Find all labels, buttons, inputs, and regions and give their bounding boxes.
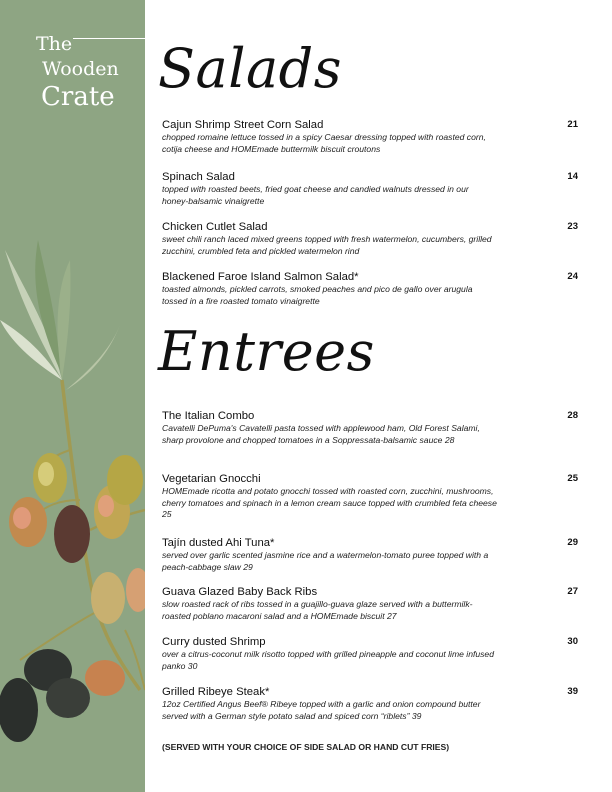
menu-item-name: Tajín dusted Ahi Tuna*: [162, 537, 275, 549]
menu-item: [162, 410, 578, 446]
menu-item-name: Vegetarian Gnocchi: [162, 473, 261, 485]
menu-item-price: 21: [567, 119, 578, 130]
menu-item-description: chopped romaine lettuce tossed in a spicy Caesar dressing topped with roasted corn, cotija cheese and HOMEmade buttermilk biscuit croutons: [162, 132, 486, 154]
logo-line-2: Wooden: [42, 58, 119, 80]
menu-item-name: Grilled Ribeye Steak*: [162, 686, 270, 698]
menu-item-description: served over garlic scented jasmine rice and a watermelon-tomato puree topped with a peach-cabbage slaw 29: [162, 550, 489, 572]
menu-item: [162, 586, 578, 622]
menu-item-price: 25: [567, 473, 578, 484]
menu-item-description: slow roasted rack of ribs tossed in a guajillo-guava glaze served with a buttermilk-roasted poblano macaroni salad and a HOMEmade biscuit 27: [162, 599, 473, 621]
menu-item-description: 12oz Certified Angus Beef® Ribeye topped with a garlic and onion compound butter served with a German style potato salad and spiced corn “riblets” 39: [162, 699, 481, 721]
brand-logo: [36, 33, 126, 113]
menu-item-price: 29: [567, 537, 578, 548]
menu-item-price: 39: [567, 686, 578, 697]
menu-item: [162, 119, 578, 155]
menu-item-price: 27: [567, 586, 578, 597]
menu-item: [162, 271, 578, 307]
olive-branch-illustration: [0, 230, 145, 750]
menu-item: [162, 537, 578, 573]
menu-item-description: Cavatelli DePuma's Cavatelli pasta tossed with applewood ham, Old Forest Salami, sharp provolone and chopped tomatoes in a Soppressata-balsamic sauce 28: [162, 423, 480, 445]
menu-item-description: HOMEmade ricotta and potato gnocchi tossed with roasted corn, zucchini, mushrooms, cherry tomatoes and spinach in a lemon cream sauce topped with crumbled feta cheese 25: [162, 486, 497, 519]
logo-line-1: The: [36, 33, 73, 55]
menu-item-price: 14: [567, 171, 578, 182]
sidebar-panel: [0, 0, 145, 792]
menu-item-description: topped with roasted beets, fried goat cheese and candied walnuts dressed in our honey-balsamic vinaigrette: [162, 184, 469, 206]
menu-item: [162, 686, 578, 722]
menu-item-price: 23: [567, 221, 578, 232]
section-title-salads: Salads: [158, 37, 342, 100]
menu-item-name: The Italian Combo: [162, 410, 255, 422]
sides-footnote: (SERVED WITH YOUR CHOICE OF SIDE SALAD OR HAND CUT FRIES): [162, 742, 450, 752]
section-title-entrees: Entrees: [158, 320, 375, 383]
menu-item-name: Spinach Salad: [162, 171, 235, 183]
menu-item-name: Chicken Cutlet Salad: [162, 221, 268, 233]
menu-item: [162, 636, 578, 672]
menu-item: [162, 221, 578, 257]
menu-item-name: Guava Glazed Baby Back Ribs: [162, 586, 318, 598]
menu-item-name: Curry dusted Shrimp: [162, 636, 266, 648]
menu-item-price: 24: [567, 271, 578, 282]
menu-item-name: Cajun Shrimp Street Corn Salad: [162, 119, 324, 131]
menu-item-price: 28: [567, 410, 578, 421]
menu-item-name: Blackened Faroe Island Salmon Salad*: [162, 271, 359, 283]
menu-item-description: over a citrus-coconut milk risotto topped with grilled pineapple and coconut lime infused panko 30: [162, 649, 494, 671]
menu-item: [162, 171, 578, 207]
menu-item: [162, 473, 578, 521]
menu-item-description: toasted almonds, pickled carrots, smoked peaches and pico de gallo over arugula tossed in a fire roasted tomato vinaigrette: [162, 284, 473, 306]
logo-line-3: Crate: [41, 82, 115, 112]
menu-item-price: 30: [567, 636, 578, 647]
menu-item-description: sweet chili ranch laced mixed greens topped with fresh watermelon, cucumbers, grilled zucchini, crumbled feta and pickled watermelon rind: [162, 234, 492, 256]
